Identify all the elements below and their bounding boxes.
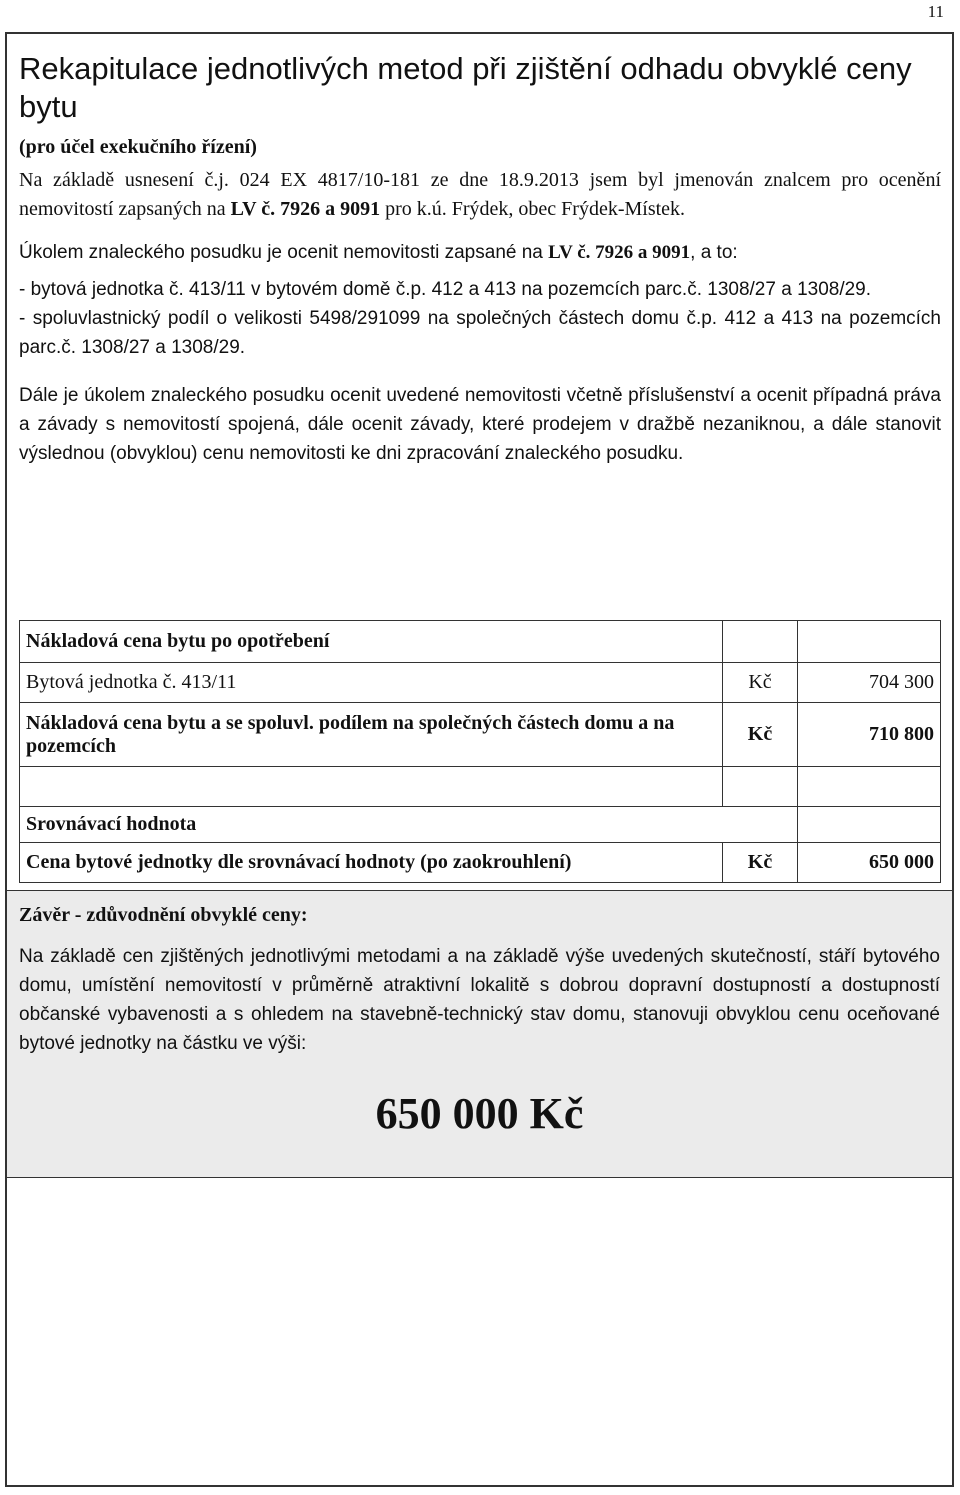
row-value: 650 000 — [797, 843, 940, 883]
row-currency: Kč — [723, 843, 797, 883]
task-lv-number: LV č. 7926 a 9091 — [548, 242, 691, 263]
price-table — [19, 620, 941, 883]
intro-text-end: pro k.ú. Frýdek, obec Frýdek-Místek. — [380, 198, 686, 220]
empty-cell — [797, 621, 940, 663]
task-paragraph — [19, 238, 941, 267]
conclusion-box — [7, 890, 952, 1178]
final-price: 650 000 Kč — [375, 1089, 584, 1138]
intro-text: Na základě usnesení č.j. 024 EX 4817/10-181 ze dne 18.9.2013 jsem byl jmenován znalcem pro ocenění nemovitostí zapsaných na — [19, 169, 941, 220]
empty-cell — [723, 621, 797, 663]
task-item-share: - spoluvlastnický podíl o velikosti 5498/291099 na společných částech domu č.p. 412 a 413 na pozemcích parc.č. 1308/27 a 1308/29. — [19, 308, 941, 358]
empty-cell — [797, 807, 940, 843]
table-row — [20, 843, 941, 883]
document-frame — [5, 32, 954, 1487]
row-currency: Kč — [723, 703, 797, 767]
conclusion-text: Na základě cen zjištěných jednotlivými metodami a na základě výše uvedených skutečností, stáří bytového domu, umístění nemovitostí v průměrně atraktivní lokalitě s dobrou dopravní dostupností a dostupností občanské vybavenosti a s ohledem na stavebně-technický stav domu, stanovuji obvyklou cenu oceňované bytové jednotky na částku ve výši: — [19, 946, 940, 1054]
table-row — [20, 703, 941, 767]
intro-lv-number: LV č. 7926 a 9091 — [230, 198, 381, 220]
task-items — [19, 275, 941, 362]
section-title-comparison: Srovnávací hodnota — [20, 807, 723, 843]
table-row — [20, 767, 941, 807]
section-title-cost: Nákladová cena bytu po opotřebení — [20, 621, 723, 663]
row-currency: Kč — [723, 663, 797, 703]
row-value: 704 300 — [797, 663, 940, 703]
row-label: Cena bytové jednotky dle srovnávací hodnoty (po zaokrouhlení) — [20, 843, 723, 883]
task-item-unit: - bytová jednotka č. 413/11 v bytovém domě č.p. 412 a 413 na pozemcích parc.č. 1308/27 a 1308/29. — [19, 279, 872, 300]
conclusion-heading: Závěr - zdůvodnění obvyklé ceny: — [19, 904, 308, 926]
page-number: 11 — [927, 2, 944, 21]
document-body — [19, 50, 941, 1138]
task-text: Úkolem znaleckého posudku je ocenit nemovitosti zapsané na — [19, 242, 549, 263]
table-row — [20, 807, 941, 843]
page-subtitle: (pro účel exekučního řízení) — [19, 136, 257, 158]
task-text-end: , a to: — [690, 242, 738, 263]
empty-cell — [723, 807, 797, 843]
table-row — [20, 663, 941, 703]
row-value: 710 800 — [797, 703, 940, 767]
row-label: Nákladová cena bytu a se spoluvl. podílem na společných částech domu a na pozemcích — [20, 703, 723, 767]
table-row — [20, 621, 941, 663]
intro-paragraph — [19, 166, 941, 224]
further-paragraph: Dále je úkolem znaleckého posudku ocenit uvedené nemovitosti včetně příslušenství a ocenit případná práva a závady s nemovitostí spojená, dále ocenit závady, které prodejem v dražbě nezaniknou, a dále stanovit výslednou (obvyklou) cenu nemovitosti ke dni zpracování znaleckého posudku. — [19, 385, 941, 464]
empty-cell — [20, 767, 723, 807]
empty-cell — [797, 767, 940, 807]
empty-cell — [723, 767, 797, 807]
page-title: Rekapitulace jednotlivých metod při zjištění odhadu obvyklé ceny bytu — [19, 51, 912, 124]
row-label: Bytová jednotka č. 413/11 — [20, 663, 723, 703]
